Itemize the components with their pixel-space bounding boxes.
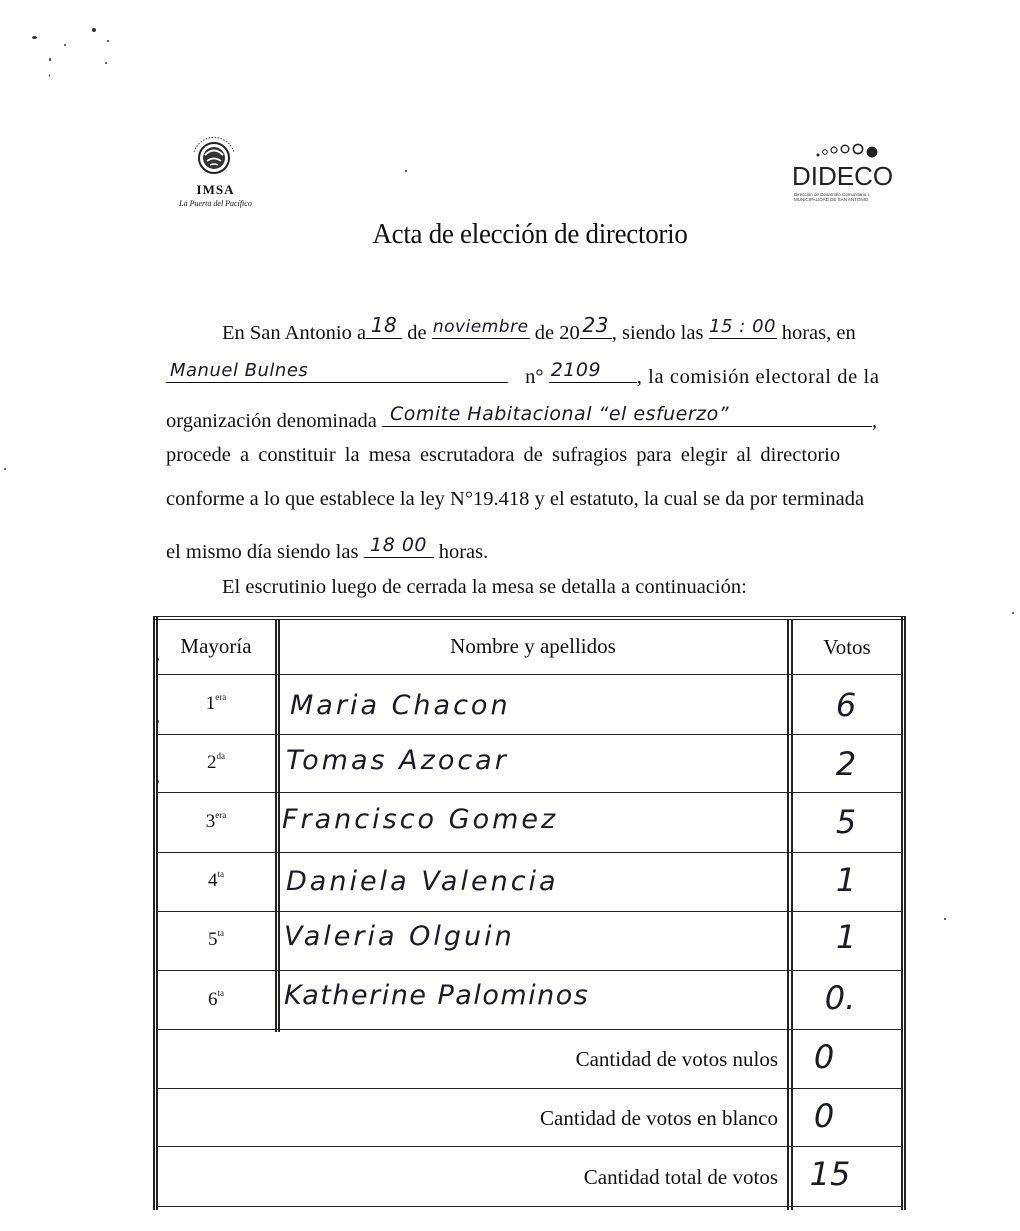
dideco-logo-subtitle: Dirección de Desarrollo Comunitario I. MUNICIPALIDAD DE SAN ANTONIO xyxy=(794,192,871,202)
text: , la comisión electoral de la xyxy=(636,366,880,388)
rank-cell xyxy=(156,692,276,715)
rank-suffix: da xyxy=(216,751,225,761)
day-field xyxy=(366,312,402,339)
null-votes-label: Cantidad de votos nulos xyxy=(575,1047,778,1071)
start-time-field xyxy=(709,312,777,339)
text: , xyxy=(871,410,878,432)
municipality-logo-name: IMSA xyxy=(196,182,235,197)
table-rule xyxy=(153,619,906,620)
year-value: 23 xyxy=(582,313,609,337)
candidate-name: Maria Chacon xyxy=(290,690,511,721)
candidate-name: Valeria Olguin xyxy=(284,921,515,952)
text: de 20 xyxy=(534,322,580,344)
header-rank: Mayoría xyxy=(180,634,252,658)
candidate-name: Francisco Gomez xyxy=(282,804,559,835)
scan-speck xyxy=(405,170,407,172)
scan-speck xyxy=(944,918,946,920)
document-title: Acta de elección de directorio xyxy=(372,218,688,250)
paragraph-line-7: El escrutinio luego de cerrada la mesa se detalla a continuación: xyxy=(222,576,747,598)
text: el mismo día siendo las xyxy=(166,541,359,563)
header-votes: Votos xyxy=(823,635,871,659)
paragraph-line-1 xyxy=(222,312,893,345)
table-rule xyxy=(153,616,155,1210)
scan-speck xyxy=(49,74,50,77)
table-rule xyxy=(278,619,280,1032)
scan-speck xyxy=(49,58,51,61)
rank-number: 1 xyxy=(205,693,216,714)
month-field xyxy=(432,312,530,339)
dideco-logo xyxy=(790,142,894,212)
scan-speck xyxy=(1012,612,1014,614)
day-value: 18 xyxy=(370,313,398,337)
table-rule xyxy=(153,616,906,617)
rank-suffix: ta xyxy=(217,869,224,879)
candidate-name: Daniela Valencia xyxy=(286,866,559,897)
text: n° xyxy=(525,366,544,388)
text: organización denominada xyxy=(166,410,377,432)
municipality-logo-tagline: La Puerta del Pacífico xyxy=(179,199,252,208)
table-rule xyxy=(901,616,903,1210)
paragraph-line-4: procede a constituir la mesa escrutadora de sufragios para elegir al directorio xyxy=(166,444,841,466)
paragraph-line-5: conforme a lo que establece la ley N°19.418 y el estatuto, la cual se da por terminada xyxy=(166,488,865,510)
organization-value: Comite Habitacional “el esfuerzo” xyxy=(389,403,730,425)
start-time-value: 15 : 00 xyxy=(709,316,776,337)
year-field xyxy=(580,312,612,339)
text: En San Antonio a xyxy=(222,322,367,344)
table-rule xyxy=(904,616,906,1210)
null-votes-value: 0 xyxy=(813,1038,835,1076)
scan-speck xyxy=(32,36,37,39)
scan-speck xyxy=(4,468,6,470)
rank-cell xyxy=(156,988,276,1011)
text: horas, en xyxy=(781,322,856,344)
rank-cell xyxy=(156,869,276,892)
total-votes-label: Cantidad total de votos xyxy=(583,1165,778,1189)
rank-number: 4 xyxy=(208,870,218,891)
paragraph-line-2 xyxy=(166,356,893,389)
paragraph-line-3 xyxy=(166,400,893,433)
text: horas. xyxy=(438,541,489,563)
candidate-votes: 6 xyxy=(835,686,857,724)
candidate-name: Katherine Palominos xyxy=(284,980,590,1011)
rank-suffix: era xyxy=(215,810,227,820)
rank-cell xyxy=(156,810,276,833)
text: , siendo las xyxy=(611,322,704,344)
rank-cell xyxy=(156,928,276,951)
municipal-seal-icon xyxy=(188,130,240,182)
number-field xyxy=(549,356,637,383)
scan-speck xyxy=(105,62,107,64)
candidate-votes: 1 xyxy=(835,861,857,899)
text: de xyxy=(407,322,427,344)
end-time-field xyxy=(364,531,434,558)
rank-number: 3 xyxy=(205,811,216,832)
rank-suffix: ta xyxy=(217,928,224,938)
rank-suffix: era xyxy=(215,692,227,702)
street-field xyxy=(166,356,508,383)
rank-cell xyxy=(156,751,276,774)
vote-count-table xyxy=(153,616,906,1210)
organization-field xyxy=(382,400,872,427)
end-time-value: 18 00 xyxy=(370,534,428,556)
month-value: noviembre xyxy=(432,317,529,337)
blank-votes-label: Cantidad de votos en blanco xyxy=(540,1106,778,1130)
scan-speck xyxy=(92,28,96,32)
street-value: Manuel Bulnes xyxy=(170,360,309,381)
paragraph-line-6 xyxy=(166,531,893,564)
rank-suffix: ta xyxy=(217,988,224,998)
rank-number: 5 xyxy=(208,929,218,950)
rank-number: 2 xyxy=(207,752,217,773)
dideco-logo-name: DIDECO xyxy=(792,161,894,191)
candidate-name: Tomas Azocar xyxy=(286,745,509,776)
blank-votes-value: 0 xyxy=(813,1097,835,1135)
candidate-votes: 1 xyxy=(835,918,857,956)
dideco-dots-icon xyxy=(814,142,884,160)
total-votes-value: 15 xyxy=(809,1155,851,1193)
scan-speck xyxy=(64,44,66,46)
number-value: 2109 xyxy=(550,359,602,381)
candidate-votes: 5 xyxy=(835,803,857,841)
rank-number: 6 xyxy=(208,989,218,1010)
scan-speck xyxy=(107,40,109,42)
candidate-votes: 2 xyxy=(835,745,857,783)
municipality-logo xyxy=(168,126,263,216)
header-name: Nombre y apellidos xyxy=(450,634,616,658)
candidate-votes: 0. xyxy=(824,979,856,1017)
